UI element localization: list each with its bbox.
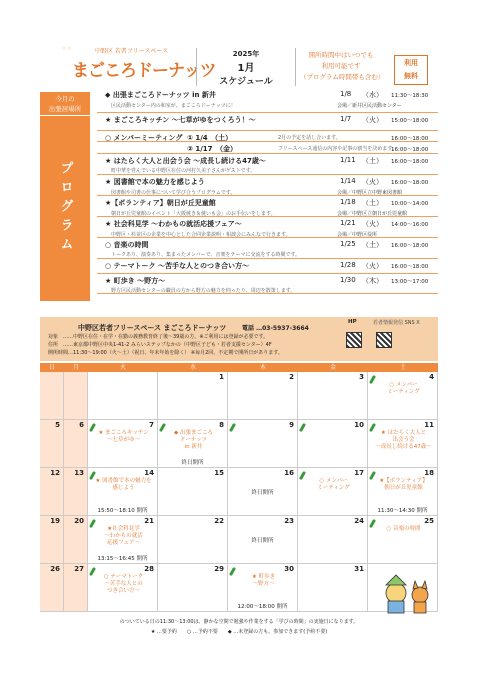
calendar-week (40, 516, 438, 564)
day-event: ★ 図書館で本の魅力を 感じよう (95, 478, 152, 491)
day-open-hours: 終日開所 (251, 490, 274, 496)
program-row (97, 154, 438, 175)
calendar-day (228, 564, 298, 611)
month-title-box (196, 48, 296, 86)
program-date: 1/28 (340, 261, 356, 269)
program-title: ★ はたらく大人と出会う会 〜成長し続ける47歳〜 (105, 157, 266, 165)
program-date: 1/11 (340, 156, 356, 164)
logo-text: まごころドーナッツ (72, 61, 216, 81)
day-number: 3 (359, 373, 364, 381)
program-note: フリースペース通信の内容や記事の割当を決めます。 (278, 146, 397, 152)
info-target: 対象 ……中野区在住・在学・在勤の義務教育終了後～39歳の方。※ご利用には登録が必要です。 (48, 334, 269, 340)
sns-label: 若者情報発信 SNS X (373, 320, 420, 326)
program-desc: 町中華を営んでいる中野区在住の河村久美子さんがゲストです。 (111, 168, 256, 174)
calendar-day (228, 468, 298, 515)
program-time: 11:30～18:30 (391, 93, 429, 99)
program-date: 1/8 (340, 90, 352, 98)
day-event: ○ テーマトーク 〜苦手な人との つき合い方〜 (103, 574, 144, 594)
program-weekday: （火） (362, 262, 383, 270)
day-number: 23 (284, 517, 294, 525)
program-desc: 中野区・杉並区の企業を中心とした合同企業説明・相談会にみんなで行きます。 (111, 232, 291, 238)
calendar-day (88, 564, 158, 611)
hp-label: HP (348, 319, 357, 325)
program-desc: 区民活動センター内の和室が、まごころドーナッツに！ (111, 103, 236, 109)
day-event: ○ メンバー ミーティング (387, 382, 420, 395)
day-number: 27 (74, 565, 84, 573)
program-time: 16:00～18:00 (391, 159, 429, 165)
program-desc: 図書館や司書の仕事について学び合うプログラムです。 (111, 190, 236, 196)
program-row (97, 142, 438, 154)
day-open-hours: 12:00～18:00 開所 (237, 604, 288, 610)
day-number: 30 (284, 565, 294, 573)
program-row (97, 113, 438, 131)
weekday-header: 木 (259, 364, 266, 371)
program-date: 1/14 (340, 177, 356, 185)
program-row (97, 88, 438, 113)
calendar-week (40, 468, 438, 516)
program-desc: 朝日が丘児童館のイベント「大阪焼き＆焼いも会」のお手伝いをします。 (111, 211, 276, 217)
day-number: 31 (354, 565, 364, 573)
day-number: 9 (289, 421, 294, 429)
program-row (97, 238, 438, 259)
program-title: ★ 社会科見学 〜わかもの就活応援フェア〜 (105, 220, 242, 228)
program-weekday: （土） (362, 157, 383, 165)
calendar-day (228, 516, 298, 563)
calendar-day (228, 372, 298, 419)
program-note: 2月の予定を話し合います。 (278, 135, 341, 141)
logo-decoration: ◦◦ (62, 44, 72, 53)
program-weekday: （木） (362, 277, 383, 285)
calendar-day (158, 372, 228, 419)
day-number: 14 (144, 469, 154, 477)
program-date: 1/7 (340, 115, 352, 123)
program-desc: トークあり、演奏あり、集まったメンバーで、音楽をテーマに交流をする時間です。 (111, 252, 301, 258)
day-number: 5 (55, 421, 60, 429)
day-number: 2 (289, 373, 294, 381)
program-title: ○ メンバーミーティング (105, 134, 183, 142)
calendar-day (298, 516, 368, 563)
day-number: 26 (50, 565, 60, 573)
program-weekday: （火） (362, 116, 383, 124)
calendar-week (40, 372, 438, 420)
program-side-label: プログラム (40, 116, 90, 301)
opening-note: 開所時間中はいつでも 利用可能です （プログラム時間帯も含む） (300, 51, 385, 81)
calendar-day (158, 564, 228, 611)
day-open-hours: 15:50～18:10 開所 (97, 508, 148, 514)
mascot-illustration (378, 571, 434, 615)
program-time: 13:00～17:00 (391, 279, 429, 285)
calendar-day (298, 420, 368, 467)
calendar-day (368, 468, 438, 515)
hp-qr-code[interactable] (346, 332, 362, 348)
program-location: 会場／新井区民活動センター (337, 103, 402, 109)
day-number: 24 (354, 517, 364, 525)
day-number: 22 (214, 517, 224, 525)
calendar-day (228, 420, 298, 467)
program-weekday: （土） (362, 199, 383, 207)
calendar-day (88, 372, 158, 419)
day-number: 20 (74, 517, 84, 525)
day-number: 8 (219, 421, 224, 429)
calendar-day (88, 516, 158, 563)
calendar-day (64, 372, 88, 419)
program-date: 1/21 (340, 219, 356, 227)
program-weekday: （土） (362, 241, 383, 249)
calendar-day (40, 372, 64, 419)
program-weekday: （火） (362, 178, 383, 186)
program-row (97, 217, 438, 238)
program-title: ◆ 出張まごころドーナッツ in 新井 (105, 91, 216, 99)
day-event: ★ 町歩き 〜野方〜 (251, 574, 276, 587)
study-time-leaf-icon (229, 423, 236, 432)
calendar-header (40, 363, 438, 372)
program-weekday: （火） (362, 220, 383, 228)
program-location: 会場／中野区立中野東図書館 (337, 190, 403, 196)
program-row (97, 196, 438, 217)
day-number: 10 (354, 421, 364, 429)
program-time: 14:00～16:00 (391, 222, 429, 228)
program-date: 1/25 (340, 240, 356, 248)
day-event: ◆ 出張まごころ ドーナッツ in 新井 (174, 430, 213, 450)
weekday-header: 火 (119, 364, 126, 371)
weekday-header: 水 (189, 364, 196, 371)
calendar-day (40, 564, 64, 611)
calendar-day (88, 468, 158, 515)
calendar-day (298, 372, 368, 419)
calendar-day (298, 468, 368, 515)
program-list (97, 88, 438, 294)
day-event: ○ メンバー ミーティング (317, 478, 350, 491)
program-time: 16:00～18:00 (391, 264, 429, 270)
program-time: 10:00～14:00 (391, 201, 429, 207)
calendar-day (64, 420, 88, 467)
day-number: 1 (219, 373, 224, 381)
info-box (40, 317, 438, 361)
day-number: 12 (50, 469, 60, 477)
calendar-day (40, 468, 64, 515)
calendar-day (64, 516, 88, 563)
program-title: ★【ボランティア】朝日が丘児童館 (105, 199, 216, 207)
day-open-hours: 終日開所 (181, 460, 204, 466)
day-event: ○ 音楽の時間 (386, 526, 421, 532)
day-event: ★社会科見学 〜わかもの就活 応援フェア〜 (104, 526, 143, 546)
calendar-day (158, 468, 228, 515)
info-hours: 開所時間…11:30～19:00（火～土）（祝日、年末年始を除く） ※毎月2回、不定期で開所日があります。 (48, 350, 283, 356)
calendar-day (298, 564, 368, 611)
program-title: ★ 町歩き 〜野方〜 (105, 277, 166, 285)
day-number: 7 (149, 421, 154, 429)
calendar-day (158, 516, 228, 563)
footer-legend: ★ …要予約 ○ …予約不要 ◆ …未登録の方も、参加できます(予約不要) (150, 629, 328, 635)
info-tel: 電話 …03-5937-3664 (242, 325, 309, 332)
program-row (97, 259, 438, 274)
program-time: 16:00～18:00 (391, 243, 429, 249)
weekday-header: 日 (48, 364, 55, 371)
calendar-day (88, 420, 158, 467)
org-name: 中野区 若者フリースペース (95, 48, 169, 55)
program-title: ★ まごころキッチン 〜七草がゆをつくろう！〜 (105, 116, 256, 124)
day-open-hours: 13:15～16:45 開所 (97, 556, 148, 562)
calendar-day (158, 420, 228, 467)
calendar-day (64, 468, 88, 515)
calendar-day (368, 516, 438, 563)
calendar-day (368, 420, 438, 467)
weekday-header: 月 (72, 364, 79, 371)
day-number: 11 (424, 421, 434, 429)
day-number: 16 (284, 469, 294, 477)
day-number: 15 (214, 469, 224, 477)
program-time: 16:00～18:00 (391, 136, 429, 142)
program-row (97, 175, 438, 196)
weekday-header: 土 (399, 364, 406, 371)
day-number: 17 (354, 469, 364, 477)
day-event: ★ はたらく大人と 出会う会 〜成長し続ける47歳〜 (375, 430, 432, 450)
day-number: 4 (429, 373, 434, 381)
day-number: 25 (424, 517, 434, 525)
program-time: 15:00～18:00 (391, 118, 429, 124)
day-number: 29 (214, 565, 224, 573)
sns-qr-code[interactable] (376, 332, 392, 348)
day-number: 6 (79, 421, 84, 429)
location-side-label: 今月の 出張居場所 (40, 92, 90, 115)
footer-study-note: のついている日の11:30～13:00は、静かな空間で勉強や作業をする「学びの時間」の実施日になります。 (119, 619, 359, 625)
study-time-leaf-icon (299, 423, 306, 432)
program-desc: 野方区民活動センターの職員の方から野方の魅力を伺ったり、周辺を散策します。 (111, 288, 296, 294)
calendar-day (40, 420, 64, 467)
program-location: 会場／中野区立朝日が丘児童館 (337, 211, 408, 217)
day-number: 19 (50, 517, 60, 525)
program-row (97, 131, 438, 142)
program-date: 1/30 (340, 276, 356, 284)
program-weekday: （水） (362, 91, 383, 99)
calendar-week (40, 420, 438, 468)
program-session-date: ① 1/4 （土） (187, 134, 233, 142)
free-badge: 利用 無料 (394, 55, 428, 85)
day-open-hours: 11:30～14:30 開所 (377, 508, 428, 514)
program-title: ○ テーマトーク 〜苦手な人とのつき合い方〜 (105, 262, 249, 270)
program-location: 会場／中野区役所 (337, 232, 378, 238)
program-title: ○ 音楽の時間 (105, 241, 149, 249)
program-date: 1/18 (340, 198, 356, 206)
day-event: ★【ボランティア】 朝日が丘児童館 (379, 478, 428, 491)
day-number: 21 (144, 517, 154, 525)
info-title: 中野区若者フリースペース まごころドーナッツ (78, 324, 227, 332)
day-event: ★ まごころキッチン 〜七草がゆ〜 (98, 430, 149, 443)
day-number: 18 (424, 469, 434, 477)
info-address: 住所 ……東京都中野区中央1-41-2 みらいステップなかの（中野区子ども・若者支援センター）4F (48, 342, 272, 348)
calendar-day (40, 516, 64, 563)
program-row (97, 274, 438, 294)
program-time: 16:00～18:00 (391, 180, 429, 186)
program-time: 16:00～18:00 (391, 147, 429, 153)
month-label: 1月 (237, 63, 255, 74)
day-open-hours: 終日開所 (251, 538, 274, 544)
calendar-day (368, 372, 438, 419)
calendar-day (64, 564, 88, 611)
program-session-date: ② 1/17 （金） (187, 145, 238, 153)
year-label: 2025年 (232, 50, 260, 58)
day-number: 28 (144, 565, 154, 573)
day-number: 13 (74, 469, 84, 477)
program-title: ★ 図書館で本の魅力を感じよう (105, 178, 205, 186)
schedule-label: スケジュール (219, 77, 273, 87)
weekday-header: 金 (329, 364, 336, 371)
